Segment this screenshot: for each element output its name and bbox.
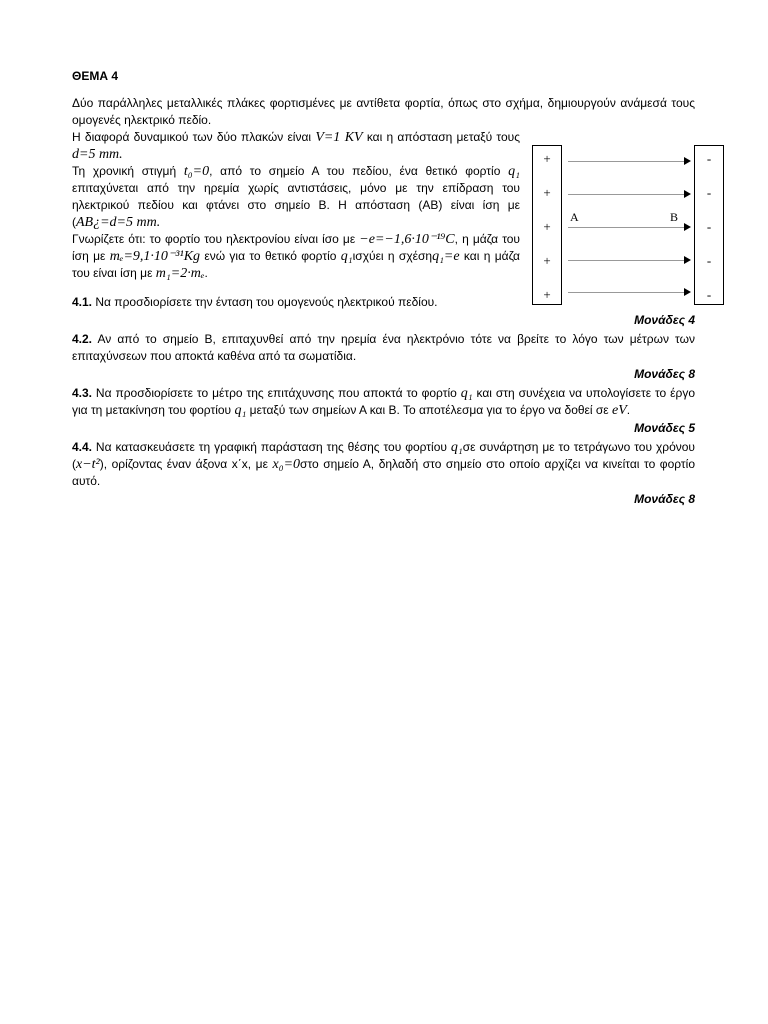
point-a-label: A — [570, 210, 579, 224]
field-line — [568, 161, 687, 162]
question-text: στο σημείο Α, δηλαδή στο σημείο στο οποίο αρχίζει να κινείται το φορτίο αυτό. — [72, 457, 696, 488]
point-b-label: B — [670, 210, 679, 224]
arrow-right-icon — [684, 157, 691, 165]
plus-sign: + — [543, 219, 551, 234]
document-page — [72, 68, 712, 508]
plates-diagram — [532, 145, 728, 307]
question-text: . — [626, 403, 631, 417]
question-text: Αν από το σημείο Β, επιταχυνθεί από την ηρεμία ένα ηλεκτρόνιο τότε να βρείτε το λόγο των μέτρων των επιταχύνσεων που αποκτά καθένα από τα σωματίδια. — [72, 332, 695, 363]
plus-sign: + — [543, 287, 551, 302]
math-x0: x₀=0 — [272, 457, 301, 472]
question-4-4 — [72, 439, 695, 508]
math-q1: q₁ — [460, 386, 473, 401]
question-text: ), ορίζοντας έναν άξονα x΄x, με — [99, 457, 273, 471]
intro-line-1: Δύο παράλληλες μεταλλικές πλάκες φορτισμένες με αντίθετα φορτία, όπως στο σχήμα, δημιουργούν ανάμεσά τους ομογενές ηλεκτρικό πεδίο. — [72, 96, 695, 127]
text-run: , από το σημείο Α του πεδίου, ένα θετικό φορτίο — [209, 164, 509, 178]
math-t0: t₀=0 — [183, 164, 210, 179]
marks-label: Μονάδες 8 — [634, 367, 695, 381]
question-number: 4.1. — [72, 295, 93, 309]
text-run: ισχύει η σχέση — [352, 249, 433, 263]
arrow-right-icon — [684, 288, 691, 296]
intro-line-4 — [72, 231, 520, 282]
field-line — [568, 194, 687, 195]
field-line — [568, 260, 687, 261]
question-4-3 — [72, 385, 695, 437]
text-run: και η μάζα του είναι ίση με — [72, 249, 520, 280]
math-q1: q₁ — [450, 440, 463, 455]
math-electron-charge: −e=−1,6·10⁻¹⁹C — [359, 232, 455, 247]
plus-sign: + — [543, 185, 551, 200]
question-number: 4.2. — [72, 332, 93, 346]
intro-line-3 — [72, 163, 520, 231]
math-x-t2: x−t² — [76, 457, 100, 472]
math-ev: eV — [612, 403, 627, 418]
text-run: ενώ για το θετικό φορτίο — [200, 249, 341, 263]
math-m1: m₁=2·mₑ — [155, 266, 205, 281]
question-text: Να προσδιορίσετε την ένταση του ομογενούς ηλεκτρικού πεδίου. — [92, 295, 438, 309]
text-run: και η απόσταση μεταξύ τους — [362, 130, 521, 144]
intro-line-2 — [72, 129, 520, 163]
plus-sign: + — [543, 151, 551, 166]
math-distance: d=5 mm. — [72, 147, 123, 162]
marks-label: Μονάδες 8 — [634, 492, 695, 506]
question-number: 4.4. — [72, 440, 93, 454]
arrow-right-icon — [684, 223, 691, 231]
field-line — [568, 292, 687, 293]
math-q1: q₁ — [508, 164, 520, 179]
math-voltage: V=1 KV — [315, 130, 363, 145]
arrow-right-icon — [684, 190, 691, 198]
question-text: σε συνάρτηση με το τετράγωνο του χρόνου ( — [72, 440, 695, 471]
math-q1-equals-e: q₁=e — [432, 249, 460, 264]
question-text: και στη συνέχεια να υπολογίσετε το έργο για τη μετακίνηση του φορτίου — [72, 386, 695, 417]
text-run: Γνωρίζετε ότι: το φορτίο του ηλεκτρονίου είναι ίσο με — [72, 232, 360, 246]
minus-sign: - — [706, 151, 712, 166]
marks-label: Μονάδες 5 — [634, 421, 695, 435]
minus-sign: - — [706, 287, 712, 302]
plus-sign: + — [543, 253, 551, 268]
question-text: Να προσδιορίσετε το μέτρο της επιτάχυνσης που αποκτά το φορτίο — [92, 386, 461, 400]
text-run: Τη χρονική στιγμή — [72, 164, 184, 178]
question-text: Να κατασκευάσετε τη γραφική παράσταση της θέσης του φορτίου — [92, 440, 451, 454]
question-text: μεταξύ των σημείων Α και Β. Το αποτέλεσμα για το έργο να δοθεί σε — [246, 403, 612, 417]
text-run: . — [204, 266, 208, 280]
arrow-right-icon — [684, 256, 691, 264]
intro-text-column — [72, 129, 520, 282]
text-run: επιταχύνεται από την ηρεμία χωρίς αντιστάσεις, μόνο με την επίδραση του ηλεκτρικού πεδίου και φτάνει στο σημείο Β. Η απόσταση (ΑΒ) είναι ίση με ( — [72, 181, 520, 229]
question-4-2 — [72, 331, 695, 383]
field-line — [568, 227, 687, 228]
minus-sign: - — [706, 185, 712, 200]
math-q1: q₁ — [340, 249, 353, 264]
positive-plate — [532, 145, 562, 305]
section-title: ΘΕΜΑ 4 — [72, 69, 119, 83]
text-run: , η μάζα του ίση με — [72, 232, 520, 263]
text-run: Η διαφορά δυναμικού των δύο πλακών είναι — [72, 130, 316, 144]
minus-sign: - — [706, 219, 712, 234]
question-number: 4.3. — [72, 386, 93, 400]
marks-label: Μονάδες 4 — [634, 313, 695, 327]
math-electron-mass: mₑ=9,1·10⁻³¹Kg — [109, 249, 201, 264]
math-q1: q₁ — [234, 403, 247, 418]
minus-sign: - — [706, 253, 712, 268]
math-ab: AB¿=d=5 mm. — [76, 215, 161, 230]
negative-plate — [694, 145, 724, 305]
